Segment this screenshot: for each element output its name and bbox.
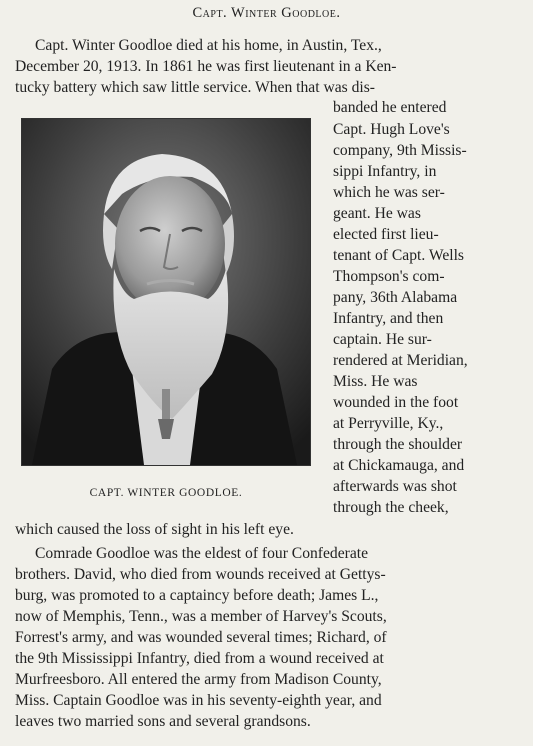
text-line: Capt. Hugh Love's — [333, 121, 450, 138]
text-line: now of Memphis, Tenn., was a member of Harvey's Scouts, — [15, 608, 387, 625]
text-line: Infantry, and then — [333, 310, 444, 327]
text-line: Miss. He was — [333, 373, 418, 390]
text-line: geant. He was — [333, 205, 421, 222]
text-line: burg, was promoted to a captaincy before death; James L., — [15, 587, 379, 604]
text-line: captain. He sur- — [333, 331, 432, 348]
text-line: Murfreesboro. All entered the army from Madison County, — [15, 671, 382, 688]
text-line: tucky battery which saw little service. When that was dis- — [15, 79, 375, 96]
text-line: pany, 36th Alabama — [333, 289, 458, 306]
article-title: Capt. Winter Goodloe. — [192, 5, 341, 21]
text-line: which he was ser- — [333, 184, 445, 201]
text-line: brothers. David, who died from wounds received at Gettys- — [15, 566, 386, 583]
text-line: the 9th Mississippi Infantry, died from a wound received at — [15, 650, 384, 667]
text-line: tenant of Capt. Wells — [333, 247, 464, 264]
text-line: Comrade Goodloe was the eldest of four Confederate — [35, 545, 368, 562]
text-line: through the cheek, — [333, 499, 449, 516]
text-line: at Perryville, Ky., — [333, 415, 444, 432]
text-line: Thompson's com- — [333, 268, 445, 285]
text-line: banded he entered — [333, 99, 447, 116]
portrait-photo — [21, 118, 311, 466]
text-line: wounded in the foot — [333, 394, 459, 411]
text-line: through the shoulder — [333, 436, 463, 453]
text-line: Forrest's army, and was wounded several times; Richard, of — [15, 629, 387, 646]
text-line: December 20, 1913. In 1861 he was first lieutenant in a Ken- — [15, 58, 397, 75]
text-line: leaves two married sons and several grandsons. — [15, 713, 311, 730]
text-line: elected first lieu- — [333, 226, 439, 243]
text-line: which caused the loss of sight in his left eye. — [15, 521, 294, 538]
photo-caption: CAPT. WINTER GOODLOE. — [89, 487, 243, 499]
text-line: at Chickamauga, and — [333, 457, 465, 474]
text-line: company, 9th Missis- — [333, 142, 467, 159]
text-line: Miss. Captain Goodloe was in his seventy-eighth year, and — [15, 692, 382, 709]
text-line: rendered at Meridian, — [333, 352, 468, 369]
text-line: Capt. Winter Goodloe died at his home, in Austin, Tex., — [35, 37, 382, 54]
text-line: sippi Infantry, in — [333, 163, 437, 180]
text-line: afterwards was shot — [333, 478, 457, 495]
